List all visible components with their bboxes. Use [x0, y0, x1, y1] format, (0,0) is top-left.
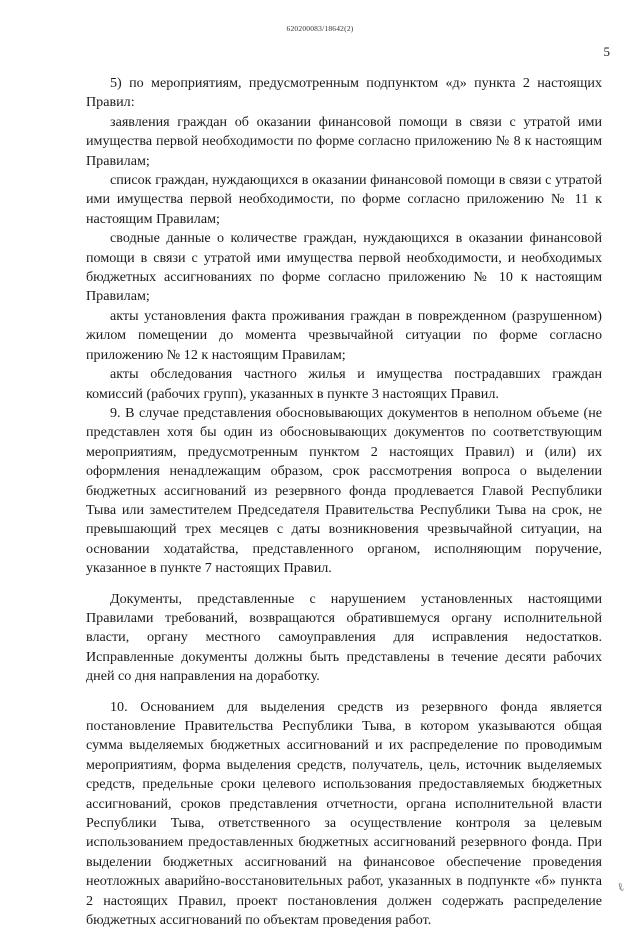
- paragraph-inspection-acts: акты обследования частного жилья и имущества пострадавших граждан комиссий (рабочих групп), указанных в пункте 3 настоящих Правил.: [86, 366, 602, 402]
- paragraph-returned-documents: Документы, представленные с нарушением установленных настоящими Правилами требований, возвращаются обратившемуся органу исполнительной власти, органу местного самоуправления для исправления недостатков. Исправленные документы должны быть представлены в течение десяти рабочих дней со дня направления на доработку.: [86, 590, 602, 685]
- document-id: 620200083/18642(2): [286, 24, 354, 33]
- paragraph-5-heading: 5) по мероприятиям, предусмотренным подпунктом «д» пункта 2 настоящих Правил:: [86, 75, 602, 111]
- paragraph-clause-9: 9. В случае представления обосновывающих документов в неполном объеме (не представлен хотя бы один из обосновывающих документов по соответствующим мероприятиям, предусмотренным пунктом 2 настоящих Правил) и (или) их оформления ненадлежащим образом, срок рассмотрения вопроса о выделении бюджетных ассигнований из резервного фонда продлевается Главой Республики Тыва или заместителем Председателя Правительства Республики Тыва на срок, не превышающий трех месяцев с даты возникновения чрезвычайной ситуации, на основании ходатайства, представленного органом, исполняющим поручение, указанное в пункте 7 настоящих Правил.: [86, 404, 602, 577]
- paragraph-summary-data: сводные данные о количестве граждан, нуждающихся в оказании финансовой помощи в связи с утратой ими имущества первой необходимости, и необходимых бюджетных ассигнованиях по форме согласно приложению № 10 к настоящим Правилам;: [86, 230, 602, 305]
- handwritten-mark: ℓ: [615, 879, 627, 895]
- document-body: [86, 74, 602, 930]
- page-number: 5: [603, 44, 610, 59]
- paragraph-applications: заявления граждан об оказании финансовой помощи в связи с утратой ими имущества первой необходимости по форме согласно приложению № 8 к настоящим Правилам;: [86, 113, 602, 169]
- paragraph-clause-10: 10. Основанием для выделения средств из резервного фонда является постановление Правительства Республики Тыва, в котором указываются общая сумма выделяемых бюджетных ассигнований и их распределение по проводимым мероприятиям, форма выделения средств, получатель, цель, источник выделяемых средств, предельные сроки целевого использования предоставляемых бюджетных ассигнований, сроков представления отчетности, органа исполнительной власти Республики Тыва, ответственного за осуществление контроля за целевым использованием предоставленных бюджетных ассигнований резервного фонда. При выделении бюджетных ассигнований на финансовое обеспечение проведения неотложных аварийно-восстановительных работ, указанных в подпункте «б» пункта 2 настоящих Правил, проект постановления должен содержать распределение бюджетных ассигнований по объектам проведения работ.: [86, 698, 602, 929]
- paragraph-residence-acts: акты установления факта проживания граждан в поврежденном (разрушенном) жилом помещении до момента чрезвычайной ситуации по форме согласно приложению № 12 к настоящим Правилам;: [86, 307, 602, 363]
- paragraph-citizen-list: список граждан, нуждающихся в оказании финансовой помощи в связи с утратой ими имущества первой необходимости, по форме согласно приложению № 11 к настоящим Правилам;: [86, 172, 602, 227]
